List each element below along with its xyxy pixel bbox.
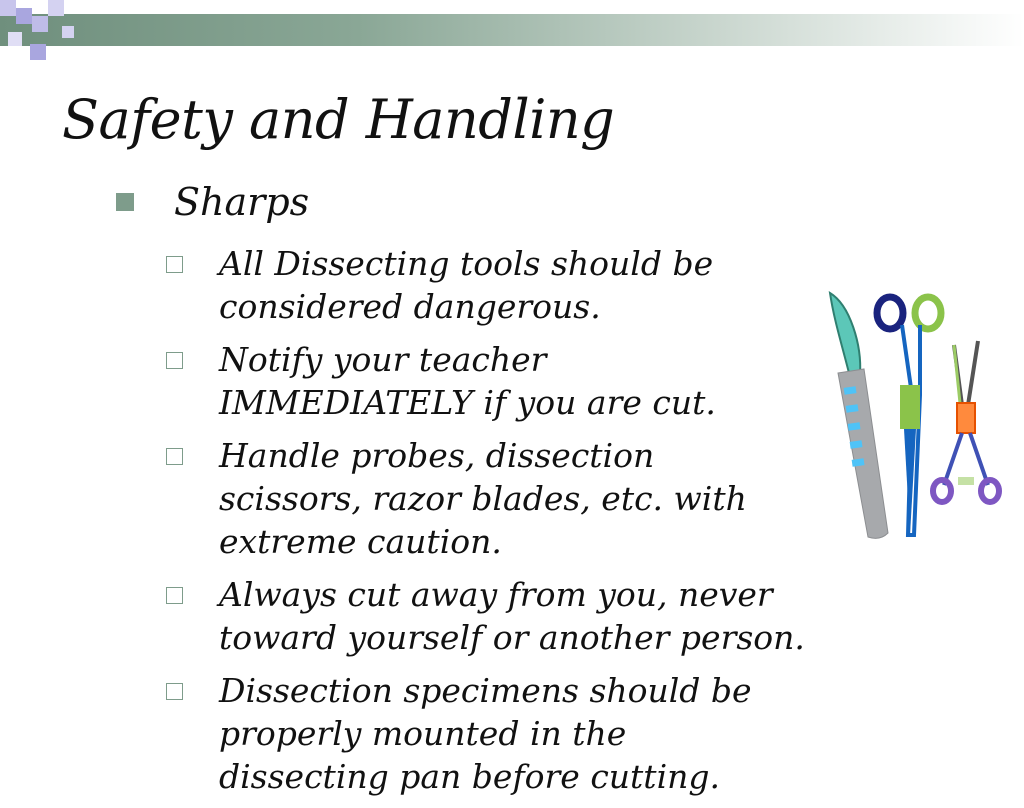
dissection-tools-clipart-icon [820, 285, 1020, 545]
hollow-square-bullet-icon [166, 587, 183, 604]
slide-title: Safety and Handling [62, 88, 615, 151]
sub-bullet-text: All Dissecting tools should be considered dangerous. [219, 244, 714, 326]
bullet-sharps [116, 180, 309, 224]
sub-bullet-item [166, 338, 806, 424]
hollow-square-bullet-icon [166, 352, 183, 369]
bullet-label: Sharps [174, 180, 310, 224]
sub-bullet-item [166, 242, 806, 328]
header-band [0, 14, 1024, 46]
sub-bullet-text: Always cut away from you, never toward yourself or another person. [219, 575, 805, 657]
sub-bullet-text: Dissection specimens should be properly mounted in the dissecting pan before cutting. [219, 671, 752, 796]
sub-bullet-item [166, 434, 806, 563]
sub-bullet-list [166, 242, 806, 808]
sub-bullet-text: Notify your teacher IMMEDIATELY if you are cut. [219, 340, 716, 422]
sub-bullet-item [166, 573, 806, 659]
decorative-squares [0, 0, 80, 62]
hemostat-icon [933, 341, 999, 502]
sub-bullet-item [166, 669, 806, 798]
sub-bullet-text: Handle probes, dissection scissors, razor blades, etc. with extreme caution. [219, 436, 747, 561]
square-bullet-icon [116, 193, 134, 211]
hollow-square-bullet-icon [166, 256, 183, 273]
scalpel-icon [830, 293, 888, 538]
scissors-icon [877, 297, 941, 535]
hollow-square-bullet-icon [166, 683, 183, 700]
hollow-square-bullet-icon [166, 448, 183, 465]
